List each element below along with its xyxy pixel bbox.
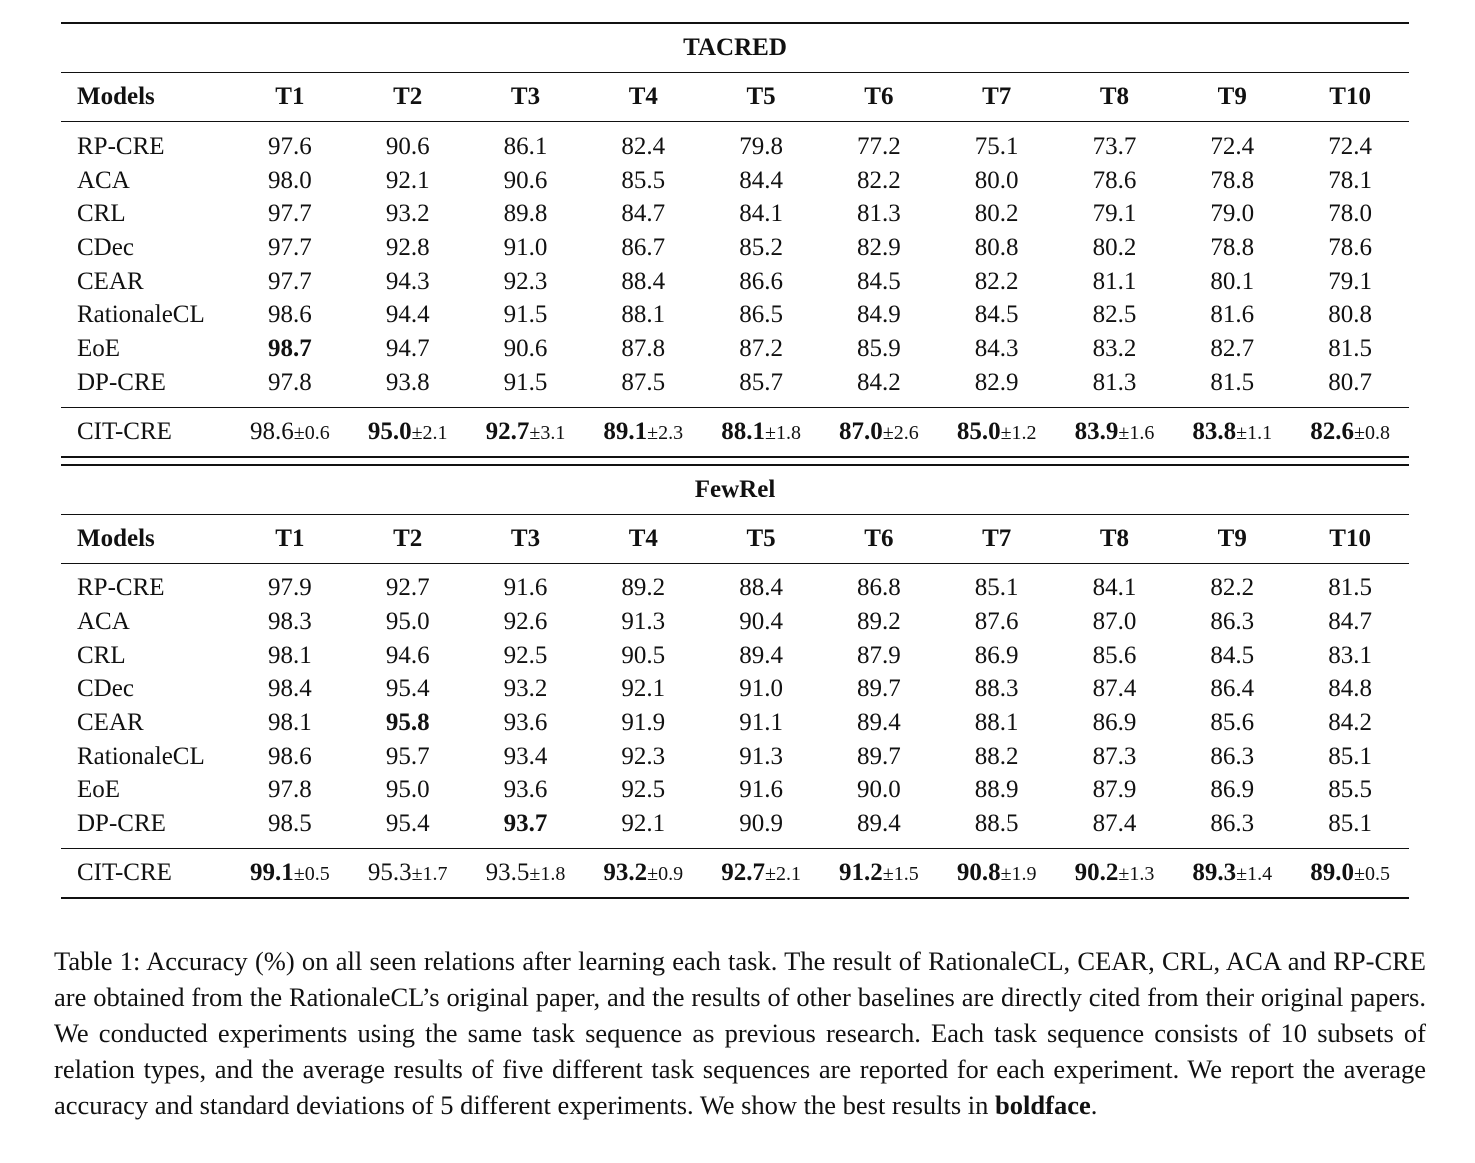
accuracy-cell: 88.4 — [739, 574, 783, 602]
accuracy-cell: 80.1 — [1210, 267, 1255, 295]
header-models: Models — [61, 73, 231, 122]
accuracy-cell: 85.7 — [739, 368, 783, 396]
model-name: CDec — [77, 675, 134, 703]
accuracy-cell: 98.1 — [268, 641, 312, 669]
header-models: Models — [61, 514, 231, 563]
accuracy-cell: 88.2 — [974, 742, 1019, 770]
table-caption — [54, 943, 1426, 1124]
accuracy-cell: 79.8 — [739, 132, 783, 160]
accuracy-cell: 91.1 — [739, 709, 783, 737]
accuracy-cell: 90.4 — [739, 608, 783, 636]
accuracy-cell: 80.2 — [1092, 233, 1137, 261]
accuracy-cell: 93.4 — [503, 742, 548, 770]
accuracy-cell — [820, 849, 938, 899]
accuracy-cell: 97.7 — [268, 200, 312, 228]
accuracy-cell: 81.5 — [1210, 368, 1255, 396]
accuracy-cell: 98.4 — [268, 675, 312, 703]
accuracy-cell: 86.9 — [974, 641, 1019, 669]
accuracy-cell: 87.4 — [1092, 675, 1137, 703]
accuracy-cell: 90.6 — [503, 334, 548, 362]
std-value: ±1.2 — [1000, 421, 1037, 444]
accuracy-cell: 84.1 — [739, 200, 783, 228]
accuracy-cell: 88.1 — [974, 709, 1019, 737]
accuracy-cell: 87.9 — [857, 641, 901, 669]
accuracy-cell: 72.4 — [1210, 132, 1255, 160]
accuracy-cell: 75.1 — [974, 132, 1019, 160]
accuracy-cell: 91.0 — [739, 675, 783, 703]
accuracy-cell: 87.8 — [621, 334, 666, 362]
accuracy-cell: 87.3 — [1092, 742, 1137, 770]
accuracy-cell: 84.4 — [739, 166, 783, 194]
accuracy-cell: 92.3 — [621, 742, 666, 770]
column-header-row — [61, 73, 1409, 122]
mean-value: 93.2 — [603, 859, 648, 886]
proposed-method-row — [61, 849, 1409, 899]
accuracy-cell: 89.7 — [857, 675, 901, 703]
model-name: CIT-CRE — [61, 849, 231, 899]
mean-value: 89.0 — [1310, 859, 1354, 886]
mean-value: 83.8 — [1192, 417, 1237, 445]
proposed-method-row — [61, 407, 1409, 457]
accuracy-cell: 95.0 — [385, 776, 430, 804]
mean-value: 83.9 — [1074, 417, 1119, 445]
model-name: RP-CRE — [77, 574, 165, 602]
accuracy-cell: 80.8 — [1328, 301, 1372, 329]
table-row — [61, 807, 1409, 848]
model-name: RationaleCL — [77, 301, 205, 329]
accuracy-cell: 86.3 — [1210, 742, 1255, 770]
dataset-title-row — [61, 465, 1409, 515]
accuracy-cell: 91.6 — [739, 776, 783, 804]
accuracy-cell: 81.6 — [1210, 301, 1255, 329]
double-rule-cell — [61, 457, 1409, 465]
std-value: ±1.5 — [882, 863, 919, 885]
table-row — [61, 639, 1409, 673]
accuracy-cell: 80.7 — [1328, 368, 1372, 396]
header-task: T4 — [584, 73, 702, 122]
accuracy-cell: 88.9 — [974, 776, 1019, 804]
accuracy-cell: 92.6 — [503, 608, 548, 636]
accuracy-cell — [231, 849, 349, 899]
model-name: RationaleCL — [77, 742, 205, 770]
mean-value: 92.7 — [721, 859, 765, 886]
accuracy-cell: 84.2 — [857, 368, 901, 396]
table-row — [61, 164, 1409, 198]
accuracy-cell: 84.8 — [1328, 675, 1372, 703]
header-task: T6 — [820, 514, 938, 563]
accuracy-cell: 89.7 — [857, 742, 901, 770]
accuracy-cell — [584, 849, 702, 899]
header-task: T10 — [1291, 73, 1409, 122]
accuracy-cell: 90.9 — [739, 810, 783, 838]
accuracy-cell — [1056, 849, 1174, 899]
accuracy-cell — [349, 849, 467, 899]
mean-value: 85.0 — [956, 417, 1001, 445]
accuracy-cell: 73.7 — [1092, 132, 1137, 160]
table-row — [61, 774, 1409, 808]
accuracy-cell: 82.2 — [857, 166, 901, 194]
accuracy-cell: 91.5 — [503, 368, 548, 396]
accuracy-cell: 93.6 — [503, 776, 548, 804]
accuracy-cell: 86.1 — [503, 132, 548, 160]
accuracy-cell — [702, 407, 820, 457]
model-name: CEAR — [77, 267, 144, 295]
mean-value: 82.6 — [1310, 417, 1354, 445]
header-task: T4 — [584, 514, 702, 563]
accuracy-cell: 97.7 — [268, 267, 312, 295]
std-value: ±0.8 — [1353, 421, 1390, 444]
column-header-row — [61, 514, 1409, 563]
table-row — [61, 265, 1409, 299]
model-name: ACA — [77, 608, 130, 636]
table-row — [61, 332, 1409, 366]
accuracy-cell: 93.6 — [503, 709, 548, 737]
accuracy-cell: 87.0 — [1092, 608, 1137, 636]
accuracy-cell: 87.5 — [621, 368, 666, 396]
accuracy-cell: 88.4 — [621, 267, 666, 295]
double-rule — [61, 457, 1409, 465]
mean-value: 95.3 — [367, 859, 412, 886]
table-row — [61, 366, 1409, 407]
accuracy-cell — [349, 407, 467, 457]
model-name: CIT-CRE — [61, 407, 231, 457]
accuracy-cell: 84.7 — [621, 200, 666, 228]
header-task: T10 — [1291, 514, 1409, 563]
header-task: T2 — [349, 73, 467, 122]
accuracy-cell: 91.9 — [621, 709, 666, 737]
accuracy-cell: 93.2 — [385, 200, 430, 228]
accuracy-cell: 87.9 — [1092, 776, 1137, 804]
mean-value: 92.7 — [485, 417, 530, 445]
header-task: T7 — [938, 73, 1056, 122]
accuracy-cell: 93.7 — [503, 810, 548, 838]
table-row — [61, 740, 1409, 774]
accuracy-cell: 78.8 — [1210, 233, 1255, 261]
accuracy-cell — [1173, 407, 1291, 457]
header-task: T1 — [231, 514, 349, 563]
std-value: ±1.6 — [1118, 421, 1155, 444]
accuracy-cell: 87.6 — [974, 608, 1019, 636]
dataset-title: TACRED — [61, 23, 1409, 73]
accuracy-cell: 85.5 — [621, 166, 666, 194]
accuracy-cell: 88.5 — [974, 810, 1019, 838]
accuracy-cell: 82.5 — [1092, 301, 1137, 329]
accuracy-cell: 81.5 — [1328, 334, 1372, 362]
accuracy-cell: 97.7 — [268, 233, 312, 261]
accuracy-cell: 81.3 — [1092, 368, 1137, 396]
accuracy-cell: 80.8 — [974, 233, 1019, 261]
table-row — [61, 563, 1409, 605]
dataset-title: FewRel — [694, 475, 776, 503]
accuracy-cell — [467, 407, 585, 457]
accuracy-cell: 84.5 — [857, 267, 901, 295]
header-task: T3 — [467, 514, 585, 563]
model-name: EoE — [77, 776, 121, 804]
accuracy-cell: 84.1 — [1092, 574, 1137, 602]
accuracy-cell — [467, 849, 585, 899]
accuracy-cell: 84.5 — [974, 301, 1019, 329]
table-row — [61, 706, 1409, 740]
header-task: T9 — [1173, 514, 1291, 563]
accuracy-cell: 72.4 — [1328, 132, 1372, 160]
accuracy-cell: 82.9 — [974, 368, 1019, 396]
std-value: ±1.3 — [1118, 863, 1155, 885]
model-name: CRL — [77, 200, 126, 228]
accuracy-cell: 87.2 — [739, 334, 783, 362]
accuracy-cell: 90.6 — [503, 166, 548, 194]
accuracy-cell — [938, 407, 1056, 457]
accuracy-cell — [938, 849, 1056, 899]
accuracy-cell: 88.1 — [621, 301, 666, 329]
accuracy-cell: 86.3 — [1210, 608, 1255, 636]
accuracy-cell: 86.4 — [1210, 675, 1255, 703]
accuracy-cell: 95.0 — [385, 608, 430, 636]
accuracy-cell: 81.3 — [857, 200, 901, 228]
accuracy-cell: 82.4 — [621, 132, 666, 160]
accuracy-cell: 98.1 — [268, 709, 312, 737]
accuracy-cell: 98.0 — [268, 166, 312, 194]
accuracy-cell: 85.1 — [1328, 742, 1372, 770]
accuracy-cell: 92.1 — [385, 166, 430, 194]
accuracy-cell: 83.2 — [1092, 334, 1137, 362]
accuracy-cell: 98.6 — [268, 301, 312, 329]
accuracy-cell: 81.1 — [1092, 267, 1137, 295]
table-row — [61, 197, 1409, 231]
std-value: ±0.6 — [293, 421, 330, 444]
accuracy-cell: 95.4 — [385, 810, 430, 838]
results-table-container — [61, 22, 1409, 899]
accuracy-cell: 94.7 — [385, 334, 430, 362]
header-task: T3 — [467, 73, 585, 122]
accuracy-cell: 84.2 — [1328, 709, 1372, 737]
std-value: ±3.1 — [529, 421, 566, 444]
accuracy-cell: 98.3 — [268, 608, 312, 636]
model-name: ACA — [77, 166, 130, 194]
accuracy-cell: 97.9 — [268, 574, 312, 602]
accuracy-cell: 92.8 — [385, 233, 430, 261]
accuracy-cell: 92.7 — [385, 574, 430, 602]
accuracy-cell: 86.9 — [1092, 709, 1137, 737]
std-value: ±1.4 — [1236, 863, 1273, 885]
accuracy-cell: 86.6 — [739, 267, 783, 295]
caption-end: . — [1090, 1090, 1098, 1121]
accuracy-cell: 85.1 — [1328, 810, 1372, 838]
accuracy-cell: 79.0 — [1210, 200, 1255, 228]
dataset-title-row — [61, 23, 1409, 73]
accuracy-cell: 86.5 — [739, 301, 783, 329]
model-name: CDec — [77, 233, 134, 261]
accuracy-cell: 85.1 — [974, 574, 1019, 602]
header-task: T5 — [702, 514, 820, 563]
mean-value: 89.3 — [1192, 859, 1237, 886]
accuracy-cell: 83.1 — [1328, 641, 1372, 669]
accuracy-cell: 97.8 — [268, 368, 312, 396]
mean-value: 95.0 — [367, 417, 412, 445]
mean-value: 88.1 — [721, 417, 765, 445]
std-value: ±1.1 — [1236, 421, 1273, 444]
accuracy-cell: 84.7 — [1328, 608, 1372, 636]
accuracy-cell: 89.8 — [503, 200, 548, 228]
accuracy-cell: 95.8 — [385, 709, 430, 737]
accuracy-cell: 78.6 — [1328, 233, 1372, 261]
mean-value: 93.5 — [485, 859, 530, 886]
accuracy-cell: 82.7 — [1210, 334, 1255, 362]
accuracy-cell: 89.2 — [857, 608, 901, 636]
table-row — [61, 122, 1409, 164]
accuracy-cell: 97.8 — [268, 776, 312, 804]
accuracy-cell: 84.3 — [974, 334, 1019, 362]
mean-value: 98.6 — [250, 417, 294, 445]
std-value: ±0.5 — [1353, 863, 1390, 885]
header-task: T2 — [349, 514, 467, 563]
accuracy-cell: 85.5 — [1328, 776, 1372, 804]
model-name: RP-CRE — [77, 132, 165, 160]
accuracy-cell: 88.3 — [974, 675, 1019, 703]
accuracy-cell — [702, 849, 820, 899]
accuracy-cell — [1291, 407, 1409, 457]
model-name: CRL — [77, 641, 126, 669]
accuracy-cell: 89.4 — [857, 709, 901, 737]
accuracy-cell: 98.7 — [268, 334, 312, 362]
model-name: DP-CRE — [77, 368, 166, 396]
accuracy-cell: 90.0 — [857, 776, 901, 804]
accuracy-cell: 94.6 — [385, 641, 430, 669]
accuracy-cell: 78.6 — [1092, 166, 1137, 194]
accuracy-cell: 93.2 — [503, 675, 548, 703]
results-table — [61, 22, 1409, 899]
accuracy-cell — [1056, 407, 1174, 457]
std-value: ±1.8 — [764, 421, 801, 444]
mean-value: 90.8 — [956, 859, 1001, 886]
table-row — [61, 231, 1409, 265]
accuracy-cell: 87.4 — [1092, 810, 1137, 838]
accuracy-cell: 85.2 — [739, 233, 783, 261]
accuracy-cell: 89.2 — [621, 574, 666, 602]
accuracy-cell: 94.3 — [385, 267, 430, 295]
accuracy-cell: 89.4 — [739, 641, 783, 669]
table-row — [61, 605, 1409, 639]
accuracy-cell: 80.2 — [974, 200, 1019, 228]
accuracy-cell: 86.8 — [857, 574, 901, 602]
accuracy-cell: 79.1 — [1328, 267, 1372, 295]
accuracy-cell — [231, 407, 349, 457]
accuracy-cell: 91.3 — [621, 608, 666, 636]
accuracy-cell: 78.0 — [1328, 200, 1372, 228]
accuracy-cell: 80.0 — [974, 166, 1019, 194]
mean-value: 89.1 — [603, 417, 648, 445]
mean-value: 99.1 — [250, 859, 294, 886]
table-row — [61, 298, 1409, 332]
mean-value: 87.0 — [839, 417, 883, 445]
caption-text: Table 1: Accuracy (%) on all seen relations after learning each task. The result of RationaleCL, CEAR, CRL, ACA and RP-CRE are obtained from the RationaleCL’s original paper, and the results of other baselines are directly cited from their original papers. We conducted experiments using the same task sequence as previous research. Each task sequence consists of 10 subsets of relation types, and the average results of five different task sequences are reported for each experiment. We report the average accuracy and standard deviations of 5 different experiments. We show the best results in — [54, 945, 1426, 1121]
model-name: EoE — [77, 334, 121, 362]
table-row — [61, 673, 1409, 707]
accuracy-cell: 85.6 — [1092, 641, 1137, 669]
accuracy-cell: 94.4 — [385, 301, 430, 329]
header-task: T9 — [1173, 73, 1291, 122]
mean-value: 91.2 — [839, 859, 883, 886]
header-task: T8 — [1056, 514, 1174, 563]
mean-value: 90.2 — [1074, 859, 1119, 886]
accuracy-cell: 89.4 — [857, 810, 901, 838]
accuracy-cell: 82.9 — [857, 233, 901, 261]
accuracy-cell: 84.9 — [857, 301, 901, 329]
accuracy-cell: 79.1 — [1092, 200, 1137, 228]
accuracy-cell — [820, 407, 938, 457]
std-value: ±1.8 — [529, 863, 566, 885]
accuracy-cell — [1291, 849, 1409, 899]
model-name: CEAR — [77, 709, 144, 737]
std-value: ±2.1 — [411, 421, 448, 444]
std-value: ±1.9 — [1000, 863, 1037, 885]
accuracy-cell: 86.9 — [1210, 776, 1255, 804]
header-task: T8 — [1056, 73, 1174, 122]
std-value: ±2.6 — [882, 421, 919, 444]
accuracy-cell: 78.8 — [1210, 166, 1255, 194]
accuracy-cell: 92.1 — [621, 810, 666, 838]
accuracy-cell: 78.1 — [1328, 166, 1372, 194]
accuracy-cell: 86.3 — [1210, 810, 1255, 838]
accuracy-cell: 91.0 — [503, 233, 548, 261]
accuracy-cell: 93.8 — [385, 368, 430, 396]
std-value: ±1.7 — [411, 863, 448, 885]
header-task: T6 — [820, 73, 938, 122]
accuracy-cell — [1173, 849, 1291, 899]
header-task: T7 — [938, 514, 1056, 563]
std-value: ±0.9 — [647, 863, 684, 885]
accuracy-cell: 98.5 — [268, 810, 312, 838]
header-task: T1 — [231, 73, 349, 122]
header-task: T5 — [702, 73, 820, 122]
accuracy-cell: 85.6 — [1210, 709, 1255, 737]
accuracy-cell: 86.7 — [621, 233, 666, 261]
caption-bold-word: boldface — [995, 1090, 1091, 1121]
accuracy-cell — [584, 407, 702, 457]
accuracy-cell: 92.5 — [503, 641, 548, 669]
accuracy-cell: 85.9 — [857, 334, 901, 362]
std-value: ±2.3 — [647, 421, 684, 444]
model-name: DP-CRE — [77, 810, 166, 838]
accuracy-cell: 90.6 — [385, 132, 430, 160]
accuracy-cell: 92.3 — [503, 267, 548, 295]
accuracy-cell: 95.4 — [385, 675, 430, 703]
accuracy-cell: 90.5 — [621, 641, 666, 669]
std-value: ±2.1 — [764, 863, 801, 885]
accuracy-cell: 82.2 — [1210, 574, 1255, 602]
accuracy-cell: 84.5 — [1210, 641, 1255, 669]
accuracy-cell: 91.6 — [503, 574, 548, 602]
accuracy-cell: 92.1 — [621, 675, 666, 703]
std-value: ±0.5 — [293, 863, 330, 885]
accuracy-cell: 95.7 — [385, 742, 430, 770]
accuracy-cell: 92.5 — [621, 776, 666, 804]
accuracy-cell: 98.6 — [268, 742, 312, 770]
accuracy-cell: 91.3 — [739, 742, 783, 770]
accuracy-cell: 97.6 — [268, 132, 312, 160]
accuracy-cell: 81.5 — [1328, 574, 1372, 602]
accuracy-cell: 77.2 — [857, 132, 901, 160]
accuracy-cell: 91.5 — [503, 301, 548, 329]
accuracy-cell: 82.2 — [974, 267, 1019, 295]
